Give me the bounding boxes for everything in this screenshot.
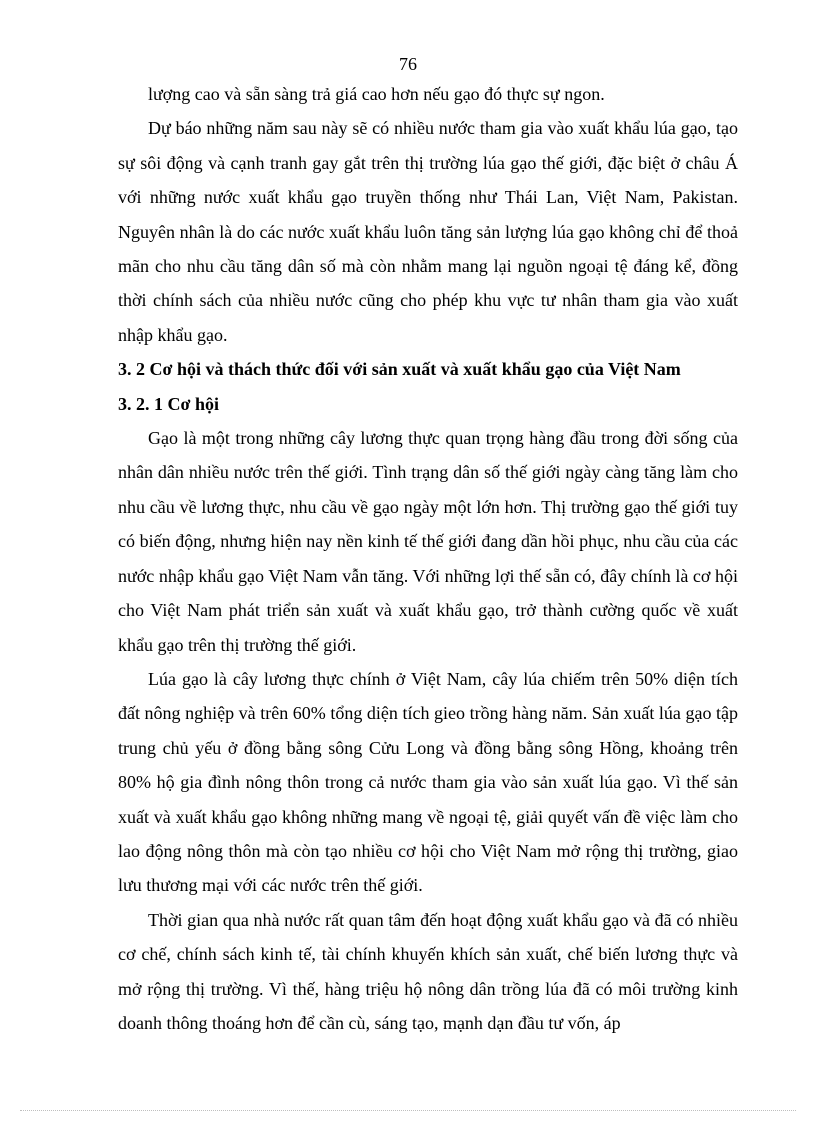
section-heading: 3. 2 Cơ hội và thách thức đối với sản xuất và xuất khẩu gạo của Việt Nam <box>118 359 681 380</box>
paragraph-continuation: lượng cao và sẵn sàng trả giá cao hơn nếu gạo đó thực sự ngon. <box>148 84 605 104</box>
paragraph-forecast: Dự báo những năm sau này sẽ có nhiều nước tham gia vào xuất khẩu lúa gạo, tạo sự sôi động và cạnh tranh gay gắt trên thị trường lúa gạo thế giới, đặc biệt ở châu Á với những nước xuất khẩu gạo truyền thống như Thái Lan, Việt Nam, Pakistan. Nguyên nhân là do các nước xuất khẩu luôn tăng sản lượng lúa gạo không chỉ để thoả mãn cho nhu cầu tăng dân số mà còn nhằm mang lại nguồn ngoại tệ đáng kể, đồng thời chính sách của nhiều nước cũng cho phép khu vực tư nhân tham gia vào xuất nhập khẩu gạo. <box>118 118 738 345</box>
subsection-heading: 3. 2. 1 Cơ hội <box>118 393 219 414</box>
document-body <box>118 77 738 1040</box>
paragraph-rice-vietnam: Lúa gạo là cây lương thực chính ở Việt Nam, cây lúa chiếm trên 50% diện tích đất nông nghiệp và trên 60% tổng diện tích gieo trồng hàng năm. Sản xuất lúa gạo tập trung chủ yếu ở đồng bằng sông Cửu Long và đồng bằng sông Hồng, khoảng trên 80% hộ gia đình nông thôn trong cả nước tham gia vào sản xuất lúa gạo. Vì thế sản xuất và xuất khẩu gạo không những mang về ngoại tệ, giải quyết vấn đề việc làm cho lao động nông thôn mà còn tạo nhiều cơ hội cho Việt Nam mở rộng thị trường, giao lưu thương mại với các nước trên thế giới. <box>118 668 738 896</box>
footer-divider <box>20 1110 796 1111</box>
page-number: 76 <box>399 54 417 74</box>
paragraph-state-policy: Thời gian qua nhà nước rất quan tâm đến hoạt động xuất khẩu gạo và đã có nhiều cơ chế, chính sách kinh tế, tài chính khuyến khích sản xuất, chế biến lương thực và mở rộng thị trường. Vì thế, hàng triệu hộ nông dân trồng lúa đã có môi trường kinh doanh thông thoáng hơn để cần cù, sáng tạo, mạnh dạn đầu tư vốn, áp <box>118 909 738 1033</box>
paragraph-rice-importance: Gạo là một trong những cây lương thực quan trọng hàng đầu trong đời sống của nhân dân nhiều nước trên thế giới. Tình trạng dân số thế giới ngày càng tăng làm cho nhu cầu về lương thực, nhu cầu về gạo ngày một lớn hơn. Thị trường gạo thế giới tuy có biến động, nhưng hiện nay nền kinh tế thế giới đang dần hồi phục, nhu cầu của các nước nhập khẩu gạo Việt Nam vẫn tăng. Với những lợi thế sẵn có, đây chính là cơ hội cho Việt Nam phát triển sản xuất và xuất khẩu gạo, trở thành cường quốc về xuất khẩu gạo trên thị trường thế giới. <box>118 428 738 655</box>
